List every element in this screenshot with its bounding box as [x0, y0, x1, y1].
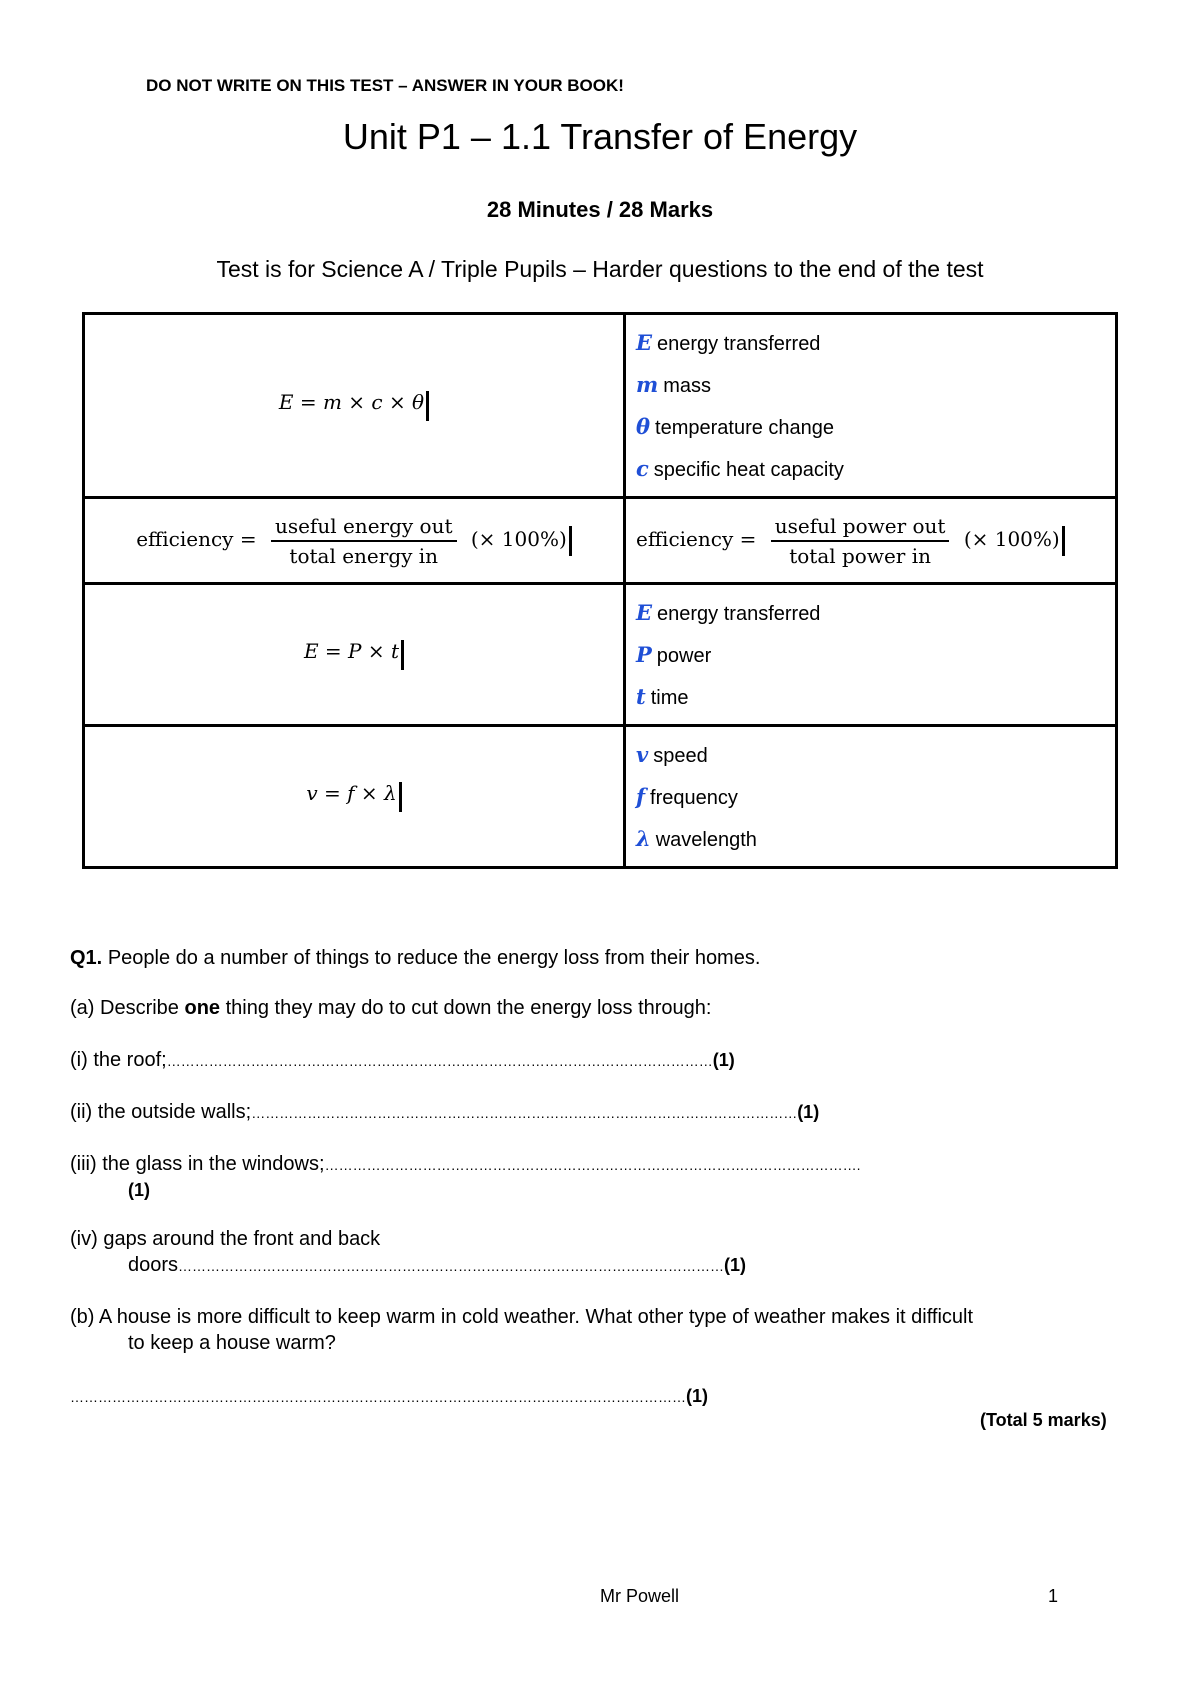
variable-line	[636, 734, 1115, 776]
warning-text: DO NOT WRITE ON THIS TEST – ANSWER IN YOUR BOOK!	[146, 76, 624, 95]
formula-row-heat	[84, 314, 1117, 498]
formula-row-power	[84, 584, 1117, 726]
variable-symbol: c	[636, 455, 649, 481]
mark-value: (1)	[686, 1386, 708, 1406]
subquestion-text: (iii) the glass in the windows;	[70, 1153, 325, 1175]
variable-line	[636, 634, 1115, 676]
text-cursor	[426, 391, 429, 421]
percent-suffix: (× 100%)	[963, 527, 1060, 551]
variable-desc: temperature change	[655, 416, 835, 439]
mark-value: (1)	[797, 1102, 820, 1122]
percent-suffix: (× 100%)	[470, 527, 567, 551]
power-equation: E = P × t	[303, 639, 400, 664]
variable-symbol: P	[636, 641, 652, 667]
efficiency-label: efficiency	[636, 527, 734, 551]
q1a-iv-cont	[128, 1254, 1128, 1277]
text-cursor	[399, 782, 402, 812]
mark-value: (1)	[724, 1255, 747, 1275]
q1a-iii	[70, 1153, 1130, 1176]
formula-row-efficiency	[84, 498, 1117, 584]
formula-row-wave	[84, 726, 1117, 868]
variable-symbol: m	[636, 371, 659, 397]
variable-desc: specific heat capacity	[653, 458, 844, 481]
answer-dots: …………………………………………………………………………………………………….	[324, 1157, 861, 1173]
formula-cell	[84, 314, 625, 498]
variable-line	[636, 448, 1115, 490]
answer-dots: ………………………………………………………………………………………………………	[251, 1105, 798, 1121]
efficiency-energy-cell	[84, 498, 625, 584]
text-cursor	[401, 640, 404, 670]
page-number: 1	[1048, 1586, 1059, 1606]
q1a-ii	[70, 1101, 1130, 1124]
variable-line	[636, 406, 1115, 448]
test-duration: 28 Minutes / 28 Marks	[486, 197, 714, 222]
question-number: Q1.	[70, 947, 103, 969]
variable-symbol: t	[636, 683, 646, 709]
footer-author: Mr Powell	[600, 1586, 680, 1606]
fraction	[271, 514, 457, 568]
fraction	[771, 514, 950, 568]
variable-symbol: θ	[636, 413, 651, 439]
formula-cell	[84, 726, 625, 868]
q1a-prompt	[70, 997, 711, 1020]
heat-equation: E = m × c × θ	[278, 390, 425, 415]
q1a-emphasis: one	[184, 997, 221, 1019]
answer-dots: ……………………………………………………………………………………………………………………	[70, 1389, 686, 1405]
fraction-denominator: total power in	[789, 543, 931, 568]
variable-symbol: f	[636, 783, 646, 809]
q1-intro-line	[70, 947, 760, 970]
formula-table	[82, 312, 1118, 869]
answer-dots: ………………………………………………………………………………………………………	[166, 1053, 713, 1069]
variable-desc: power	[656, 644, 712, 667]
fraction-denominator: total energy in	[289, 543, 439, 568]
variables-cell	[625, 584, 1117, 726]
page-title: Unit P1 – 1.1 Transfer of Energy	[342, 116, 858, 157]
equals-sign: =	[239, 527, 257, 551]
fraction-numerator: useful power out	[771, 514, 950, 542]
variable-symbol: v	[636, 741, 649, 767]
variable-line	[636, 592, 1115, 634]
test-audience: Test is for Science A / Triple Pupils – Harder questions to the end of the test	[216, 256, 984, 282]
subquestion-text: doors	[128, 1254, 179, 1276]
variables-cell	[625, 726, 1117, 868]
q1b-text: (b) A house is more difficult to keep warm in cold weather. What other type of weather makes it difficult	[70, 1306, 974, 1328]
question-intro: People do a number of things to reduce the energy loss from their homes.	[107, 947, 761, 969]
variable-desc: time	[650, 686, 689, 709]
mark-value: (1)	[128, 1180, 150, 1200]
efficiency-label: efficiency	[136, 527, 234, 551]
variable-symbol: E	[636, 599, 653, 625]
variable-desc: speed	[653, 744, 708, 767]
text-cursor	[569, 526, 572, 556]
subquestion-text: (i) the roof;	[70, 1049, 167, 1071]
total-marks: (Total 5 marks)	[980, 1410, 1107, 1430]
answer-dots: ………………………………………………………………………………………………………	[178, 1258, 725, 1274]
q1b-answer-line	[70, 1385, 1070, 1408]
subquestion-text: (ii) the outside walls;	[70, 1101, 252, 1123]
q1a-iv: (iv) gaps around the front and back	[70, 1228, 381, 1250]
q1a-text: (a) Describe	[70, 997, 185, 1019]
variable-line	[636, 322, 1115, 364]
variable-line	[636, 676, 1115, 718]
variable-desc: frequency	[650, 786, 738, 809]
variable-symbol: λ	[636, 825, 651, 851]
efficiency-power-formula	[636, 513, 1065, 568]
variable-line	[636, 776, 1115, 818]
fraction-numerator: useful energy out	[271, 514, 457, 542]
variables-cell	[625, 314, 1117, 498]
variable-desc: wavelength	[655, 828, 757, 851]
variable-symbol: E	[636, 329, 653, 355]
variable-desc: mass	[663, 374, 712, 397]
q1a-text: thing they may do to cut down the energy loss through:	[220, 997, 712, 1019]
text-cursor	[1062, 526, 1065, 556]
wave-equation: v = f × λ	[306, 781, 397, 806]
variable-desc: energy transferred	[657, 602, 821, 625]
q1a-i	[70, 1049, 1070, 1072]
efficiency-power-cell	[625, 498, 1117, 584]
q1b-text-cont: to keep a house warm?	[128, 1332, 336, 1354]
variable-line	[636, 364, 1115, 406]
mark-value: (1)	[712, 1050, 735, 1070]
efficiency-energy-formula	[136, 513, 572, 568]
formula-cell	[84, 584, 625, 726]
variable-desc: energy transferred	[657, 332, 821, 355]
variable-line	[636, 818, 1115, 860]
equals-sign: =	[739, 527, 757, 551]
